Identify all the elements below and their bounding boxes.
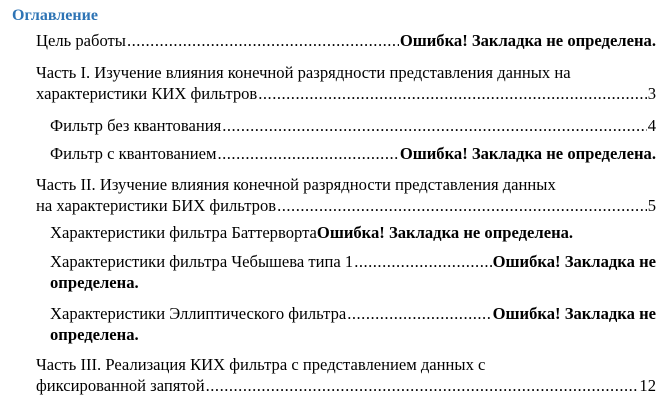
bookmark-error-part2: определена. (50, 273, 139, 292)
toc-entry-with-quantization[interactable] (50, 143, 656, 164)
toc-entry-label-line2: фиксированной запятой (36, 376, 205, 395)
toc-entry-label-line1: Часть III. Реализация КИХ фильтра с представлением данных с (36, 355, 486, 374)
toc-entry-elliptic[interactable] (50, 303, 656, 345)
bookmark-error: Ошибка! Закладка не определена. (399, 144, 656, 163)
toc-entry-label-line1: Часть I. Изучение влияния конечной разрядности представления данных на (36, 63, 571, 82)
toc-entry-label: Характеристики фильтра Баттерворта (50, 223, 317, 242)
bookmark-error-part2: определена. (50, 325, 139, 344)
toc-entry-label: Характеристики фильтра Чебышева типа 1 (50, 252, 354, 271)
toc-entry-chebyshev[interactable] (50, 251, 656, 293)
dot-leader (277, 195, 647, 216)
page-number: 5 (647, 196, 656, 215)
dot-leader (347, 303, 491, 324)
toc-entry-label: Фильтр с квантованием (50, 144, 217, 163)
toc-heading: Оглавление (12, 7, 98, 24)
toc-entry-no-quantization[interactable] (50, 115, 656, 136)
toc-entry-label-line2: на характеристики БИХ фильтров (36, 196, 277, 215)
dot-leader (354, 251, 491, 272)
dot-leader (258, 83, 646, 104)
dot-leader (206, 375, 639, 396)
toc-entry-label-line2: характеристики КИХ фильтров (36, 84, 258, 103)
bookmark-error-part1: Ошибка! Закладка не (492, 304, 656, 323)
toc-entry-label-line1: Часть II. Изучение влияния конечной разрядности представления данных (36, 175, 556, 194)
toc-entry-label: Фильтр без квантования (50, 116, 222, 135)
toc-entry-part-3[interactable] (36, 354, 656, 396)
toc-entry-label: Цель работы (36, 31, 126, 50)
bookmark-error-part1: Ошибка! Закладка не (492, 252, 656, 271)
toc-entry-part-1[interactable] (36, 62, 656, 104)
toc-entry-part-2[interactable] (36, 174, 656, 216)
dot-leader (217, 143, 398, 164)
page-number: 4 (647, 116, 656, 135)
toc-entry-label: Характеристики Эллиптического фильтра (50, 304, 347, 323)
bookmark-error: Ошибка! Закладка не определена. (399, 31, 656, 50)
page-number: 3 (647, 84, 656, 103)
toc-entry-butterworth[interactable] (50, 222, 656, 243)
dot-leader (127, 30, 399, 51)
toc-entry-goal[interactable] (36, 30, 656, 51)
page-number: 12 (639, 376, 656, 395)
bookmark-error: Ошибка! Закладка не определена. (316, 223, 574, 242)
dot-leader (222, 115, 646, 136)
